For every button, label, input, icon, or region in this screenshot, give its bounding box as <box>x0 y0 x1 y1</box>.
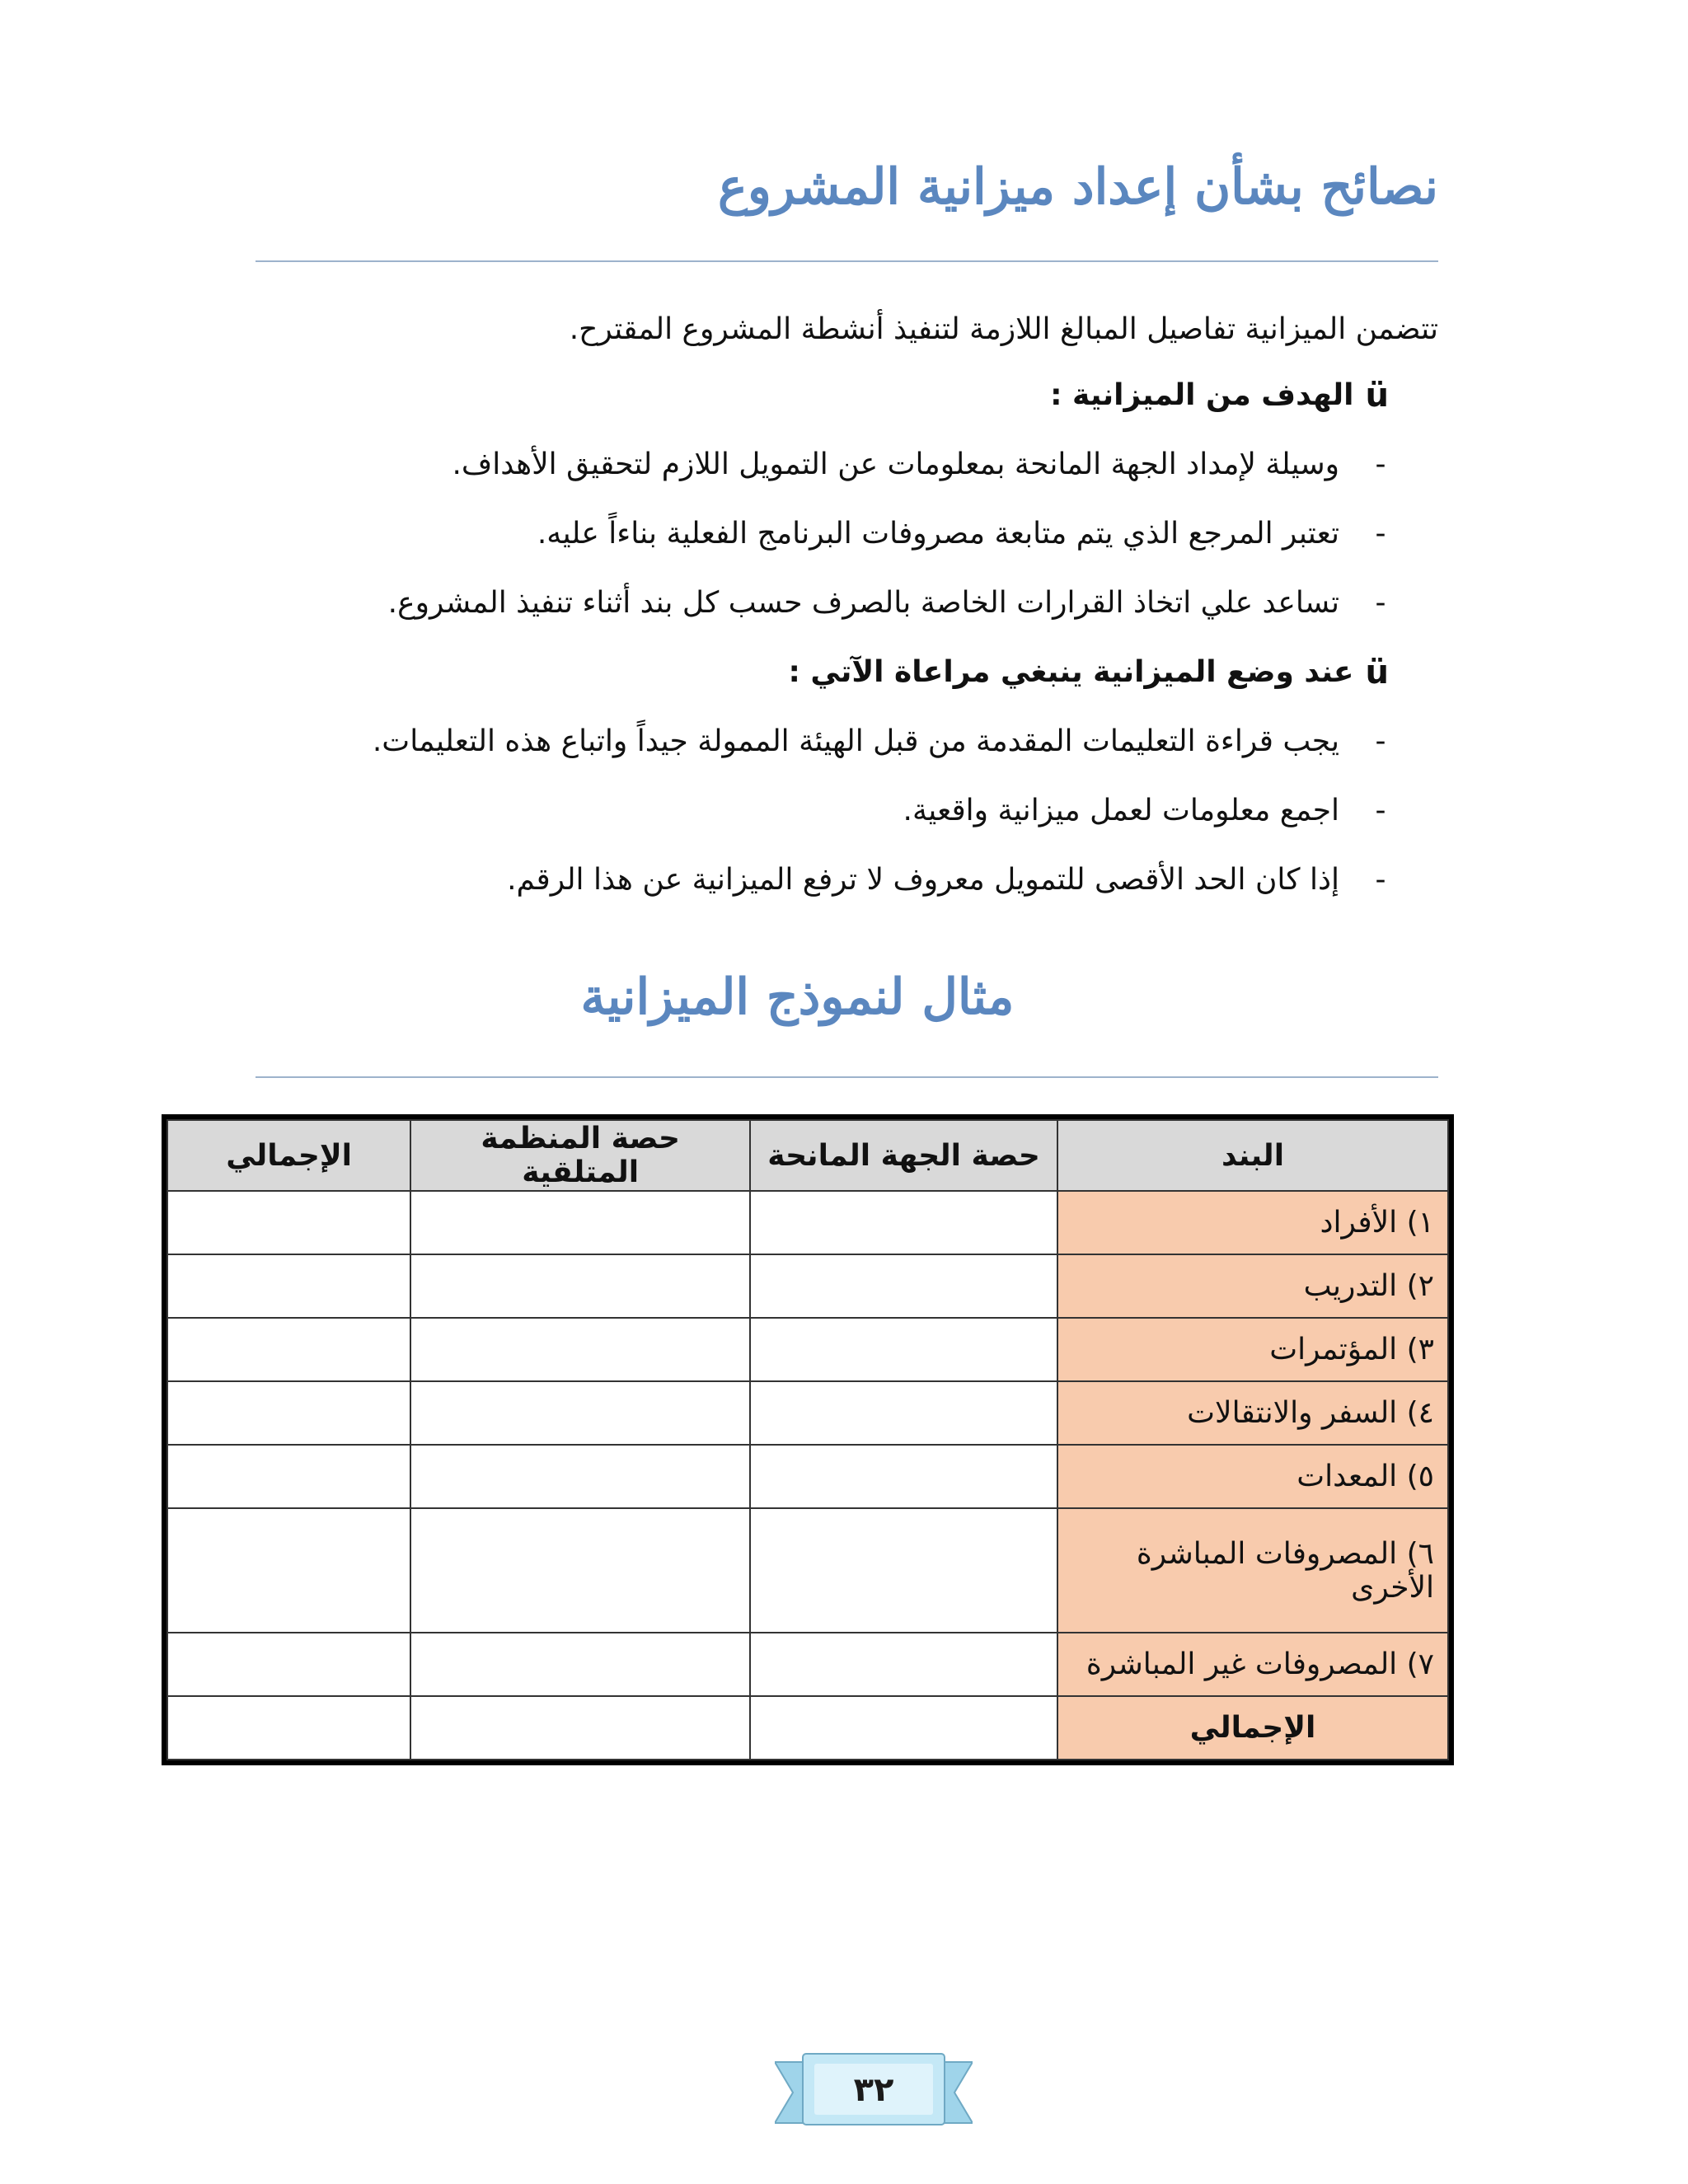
page-title: نصائح بشأن إعداد ميزانية المشروع <box>718 158 1438 216</box>
total-cell[interactable] <box>167 1445 410 1508</box>
page-number-ribbon <box>775 2047 973 2133</box>
table-row <box>167 1445 1448 1508</box>
recipient-share-cell[interactable] <box>410 1508 750 1633</box>
dash-icon: - <box>1375 863 1386 897</box>
total-cell[interactable] <box>167 1381 410 1445</box>
total-cell[interactable] <box>167 1318 410 1381</box>
title-divider <box>256 260 1438 262</box>
table-total-row <box>167 1696 1448 1760</box>
total-label-cell: الإجمالي <box>1057 1696 1448 1760</box>
bullet-list <box>256 430 1389 638</box>
total-cell[interactable] <box>167 1508 410 1633</box>
intro-paragraph: تتضمن الميزانية تفاصيل المبالغ اللازمة لتنفيذ أنشطة المشروع المقترح. <box>569 312 1438 346</box>
list-item <box>256 776 1389 846</box>
total-cell[interactable] <box>167 1633 410 1696</box>
total-cell[interactable] <box>167 1191 410 1254</box>
table-row <box>167 1191 1448 1254</box>
dash-icon: - <box>1375 794 1386 827</box>
header-item: البند <box>1057 1120 1448 1191</box>
table-row <box>167 1254 1448 1318</box>
donor-share-cell[interactable] <box>750 1254 1057 1318</box>
donor-share-cell[interactable] <box>750 1696 1057 1760</box>
page-number: ٣٢ <box>853 2071 894 2109</box>
donor-share-cell[interactable] <box>750 1381 1057 1445</box>
table-row <box>167 1318 1448 1381</box>
total-cell[interactable] <box>167 1696 410 1760</box>
list-item-text: وسيلة لإمداد الجهة المانحة بمعلومات عن التمويل اللازم لتحقيق الأهداف. <box>452 448 1339 481</box>
checkmark-icon: ü <box>1365 654 1389 691</box>
dash-icon: - <box>1375 586 1386 620</box>
list-item <box>256 569 1389 638</box>
item-cell: ٧) المصروفات غير المباشرة <box>1057 1633 1448 1696</box>
donor-share-cell[interactable] <box>750 1508 1057 1633</box>
list-item-text: إذا كان الحد الأقصى للتمويل معروف لا ترفع الميزانية عن هذا الرقم. <box>507 863 1339 897</box>
section-heading-text: الهدف من الميزانية : <box>1050 378 1354 412</box>
table-row <box>167 1508 1448 1633</box>
example-title: مثال لنموذج الميزانية <box>580 968 1015 1026</box>
table-row <box>167 1633 1448 1696</box>
list-item <box>256 430 1389 499</box>
recipient-share-cell[interactable] <box>410 1191 750 1254</box>
dash-icon: - <box>1375 448 1386 481</box>
item-cell: ٦) المصروفات المباشرة الأخرى <box>1057 1508 1448 1633</box>
section-heading-text: عند وضع الميزانية ينبغي مراعاة الآتي : <box>788 655 1354 689</box>
bullet-list <box>256 707 1389 915</box>
list-item <box>256 707 1389 776</box>
donor-share-cell[interactable] <box>750 1445 1057 1508</box>
donor-share-cell[interactable] <box>750 1633 1057 1696</box>
list-item-text: تساعد علي اتخاذ القرارات الخاصة بالصرف حسب كل بند أثناء تنفيذ المشروع. <box>387 586 1339 620</box>
item-cell: ٥) المعدات <box>1057 1445 1448 1508</box>
list-item-text: اجمع معلومات لعمل ميزانية واقعية. <box>903 794 1339 827</box>
checkmark-icon: ü <box>1365 377 1389 415</box>
item-cell: ٤) السفر والانتقالات <box>1057 1381 1448 1445</box>
header-donor-share: حصة الجهة المانحة <box>750 1120 1057 1191</box>
recipient-share-cell[interactable] <box>410 1445 750 1508</box>
recipient-share-cell[interactable] <box>410 1696 750 1760</box>
item-cell: ٢) التدريب <box>1057 1254 1448 1318</box>
item-cell: ١) الأفراد <box>1057 1191 1448 1254</box>
recipient-share-cell[interactable] <box>410 1633 750 1696</box>
list-item-text: تعتبر المرجع الذي يتم متابعة مصروفات البرنامج الفعلية بناءاً عليه. <box>537 517 1339 551</box>
header-total: الإجمالي <box>167 1120 410 1191</box>
dash-icon: - <box>1375 724 1386 758</box>
budget-table <box>162 1114 1454 1765</box>
list-item-text: يجب قراءة التعليمات المقدمة من قبل الهيئة الممولة جيداً واتباع هذه التعليمات. <box>372 724 1339 758</box>
recipient-share-cell[interactable] <box>410 1318 750 1381</box>
section-budget-considerations <box>256 638 1389 915</box>
donor-share-cell[interactable] <box>750 1318 1057 1381</box>
total-cell[interactable] <box>167 1254 410 1318</box>
table-row <box>167 1381 1448 1445</box>
table-header-row <box>167 1120 1448 1191</box>
example-divider <box>256 1076 1438 1078</box>
donor-share-cell[interactable] <box>750 1191 1057 1254</box>
header-recipient-share: حصة المنظمة المتلقية <box>410 1120 750 1191</box>
list-item <box>256 499 1389 569</box>
dash-icon: - <box>1375 517 1386 551</box>
section-heading <box>256 361 1389 430</box>
recipient-share-cell[interactable] <box>410 1254 750 1318</box>
section-budget-purpose <box>256 361 1389 638</box>
recipient-share-cell[interactable] <box>410 1381 750 1445</box>
item-cell: ٣) المؤتمرات <box>1057 1318 1448 1381</box>
list-item <box>256 846 1389 915</box>
section-heading <box>256 638 1389 707</box>
